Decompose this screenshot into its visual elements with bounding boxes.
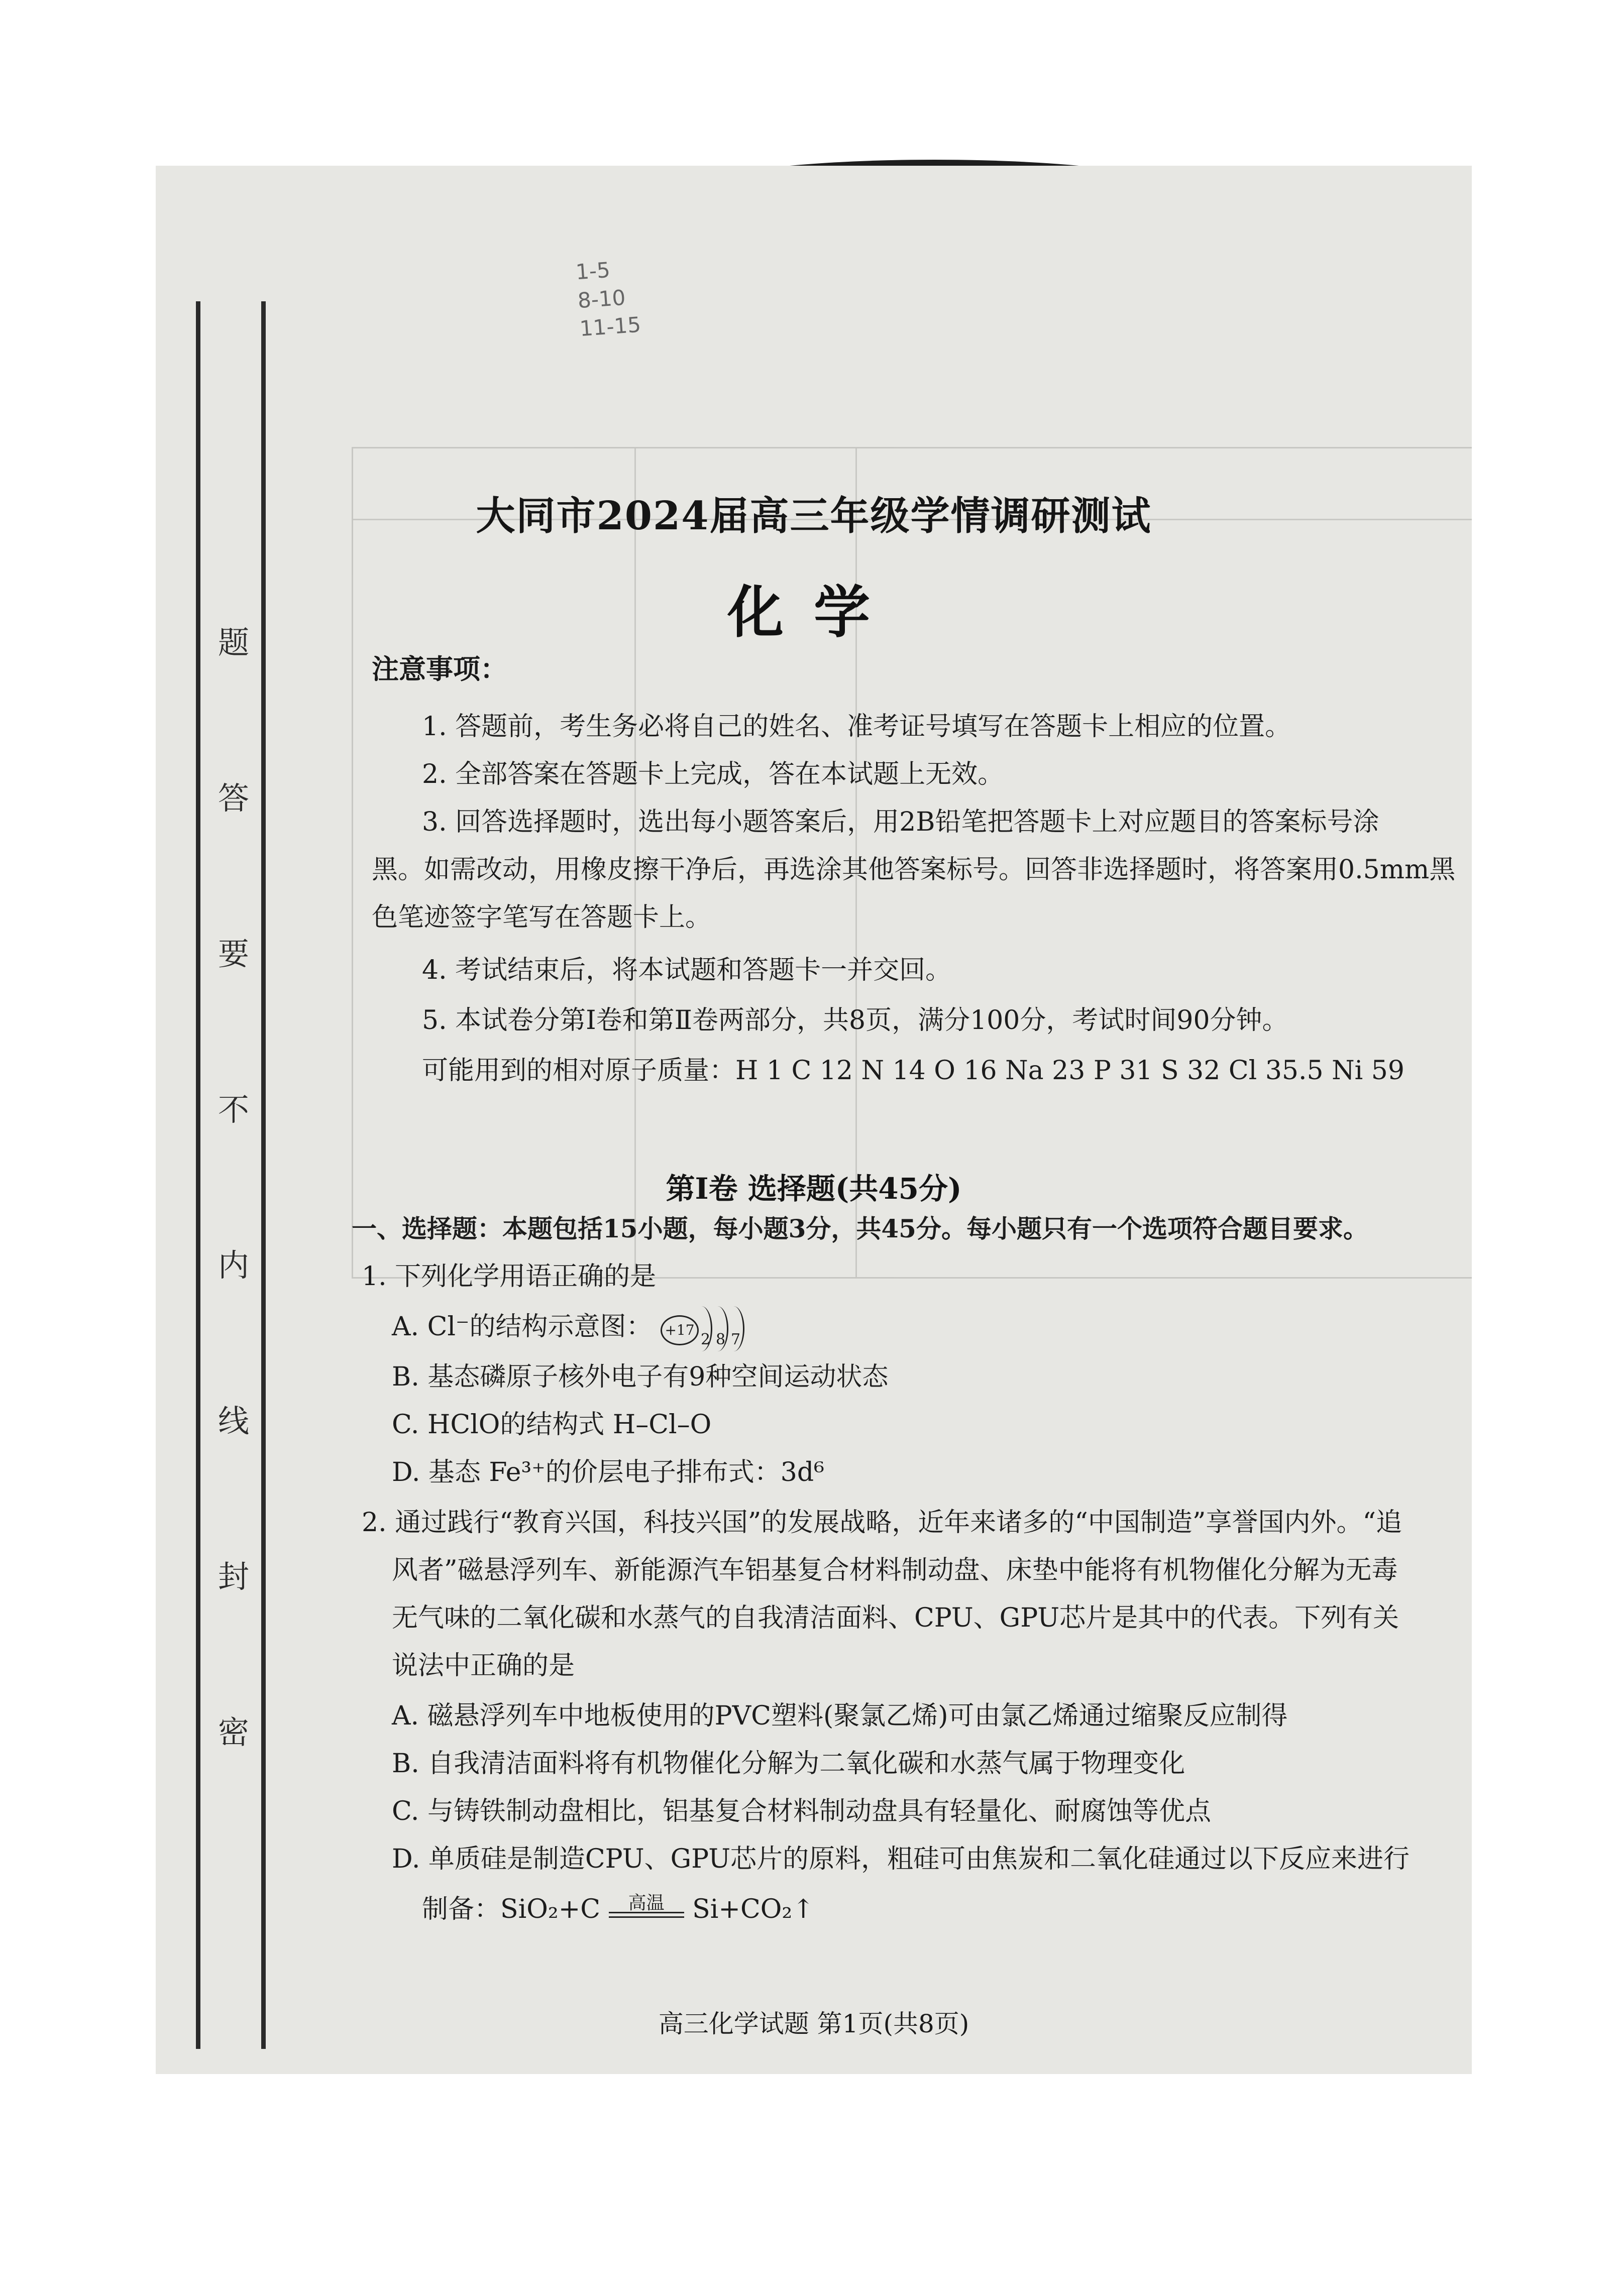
question-2-option-c: C. 与铸铁制动盘相比，铝基复合材料制动盘具有轻量化、耐腐蚀等优点 (392, 1796, 1211, 1826)
notice-item: 3. 回答选择题时，选出每小题答案后，用2B铅笔把答题卡上对应题目的答案标号涂 (422, 807, 1379, 837)
exam-page (156, 166, 1472, 2074)
electron-shell-arc (723, 1306, 744, 1351)
atomic-masses: 可能用到的相对原子质量：H 1 C 12 N 14 O 16 Na 23 P 31 S 32 Cl 35.5 Ni 59 (422, 1056, 1404, 1086)
binding-margin-char: 密 (218, 1714, 249, 1751)
binding-margin-char: 内 (218, 1247, 249, 1284)
binding-margin-char: 题 (218, 624, 249, 661)
notice-item: 黑。如需改动，用橡皮擦干净后，再选涂其他答案标号。回答非选择题时，将答案用0.5mm黑 (372, 855, 1456, 885)
notice-item: 5. 本试卷分第Ⅰ卷和第Ⅱ卷两部分，共8页，满分100分，考试时间90分钟。 (422, 1005, 1288, 1036)
binding-margin-char: 答 (218, 780, 249, 817)
atom-structure-diagram (661, 1306, 766, 1351)
option-a-text: A. Cl⁻的结构示意图： (392, 1312, 653, 1342)
question-1-option-c: C. HClO的结构式 H–Cl–O (392, 1410, 712, 1440)
section-instruction: 一、选择题：本题包括15小题，每小题3分，共45分。每小题只有一个选项符合题目要求。 (352, 1214, 1368, 1243)
handwritten-line: 1-5 (575, 257, 611, 285)
question-2-stem-line: 风者”磁悬浮列车、新能源汽车铝基复合材料制动盘、床垫中能将有机物催化分解为无毒 (392, 1555, 1398, 1585)
question-1-option-b: B. 基态磷原子核外电子有9种空间运动状态 (392, 1362, 889, 1392)
question-2-option-a: A. 磁悬浮列车中地板使用的PVC塑料(聚氯乙烯)可由氯乙烯通过缩聚反应制得 (392, 1701, 1288, 1731)
reaction-condition: 高温 (628, 1893, 665, 1913)
notice-item: 2. 全部答案在答题卡上完成，答在本试题上无效。 (422, 759, 1004, 789)
exam-subject: 化学 (727, 580, 900, 645)
page-footer: 高三化学试题 第1页(共8页) (658, 2009, 969, 2038)
reaction-arrow (609, 1893, 684, 1918)
question-2-option-b: B. 自我清洁面料将有机物催化分解为二氧化碳和水蒸气属于物理变化 (392, 1749, 1185, 1779)
notice-item: 1. 答题前，考生务必将自己的姓名、准考证号填写在答题卡上相应的位置。 (422, 712, 1291, 742)
section-title: 第Ⅰ卷 选择题(共45分) (666, 1172, 962, 1206)
question-2-stem-line: 无气味的二氧化碳和水蒸气的自我清洁面料、CPU、GPU芯片是其中的代表。下列有关 (392, 1603, 1399, 1633)
shell-electrons: 8 (716, 1330, 726, 1348)
question-1-option-a (392, 1303, 766, 1351)
binding-margin-char: 不 (218, 1091, 249, 1128)
notice-heading: 注意事项： (372, 653, 507, 685)
question-2-option-d: D. 单质硅是制造CPU、GPU芯片的原料，粗硅可由焦炭和二氧化硅通过以下反应来进行 (392, 1844, 1410, 1874)
shell-electrons: 7 (731, 1330, 741, 1348)
handwritten-line: 11-15 (579, 312, 642, 341)
exam-title: 大同市2024届高三年级学情调研测试 (476, 493, 1152, 539)
question-2-stem-line: 2. 通过践行“教育兴国，科技兴国”的发展战略，近年来诸多的“中国制造”享誉国内外。“追 (362, 1508, 1402, 1538)
nucleus-charge: +17 (661, 1315, 699, 1345)
binding-margin-char: 要 (218, 936, 249, 972)
notice-item: 色笔迹签字笔写在答题卡上。 (372, 902, 712, 933)
equation-products: Si+CO₂↑ (692, 1894, 814, 1924)
binding-margin-char: 封 (218, 1558, 249, 1595)
question-1-stem: 1. 下列化学用语正确的是 (362, 1261, 657, 1292)
question-1-option-d: D. 基态 Fe³⁺的价层电子排布式：3d⁶ (392, 1457, 824, 1487)
equation-reactants: 制备：SiO₂+C (422, 1894, 601, 1924)
binding-margin-char: 线 (218, 1403, 249, 1439)
question-2-stem-line: 说法中正确的是 (392, 1651, 575, 1681)
notice-item: 4. 考试结束后，将本试题和答题卡一并交回。 (422, 955, 952, 985)
handwritten-line: 8-10 (577, 285, 626, 313)
question-2-equation (422, 1886, 814, 1933)
shell-electrons: 2 (701, 1330, 711, 1348)
